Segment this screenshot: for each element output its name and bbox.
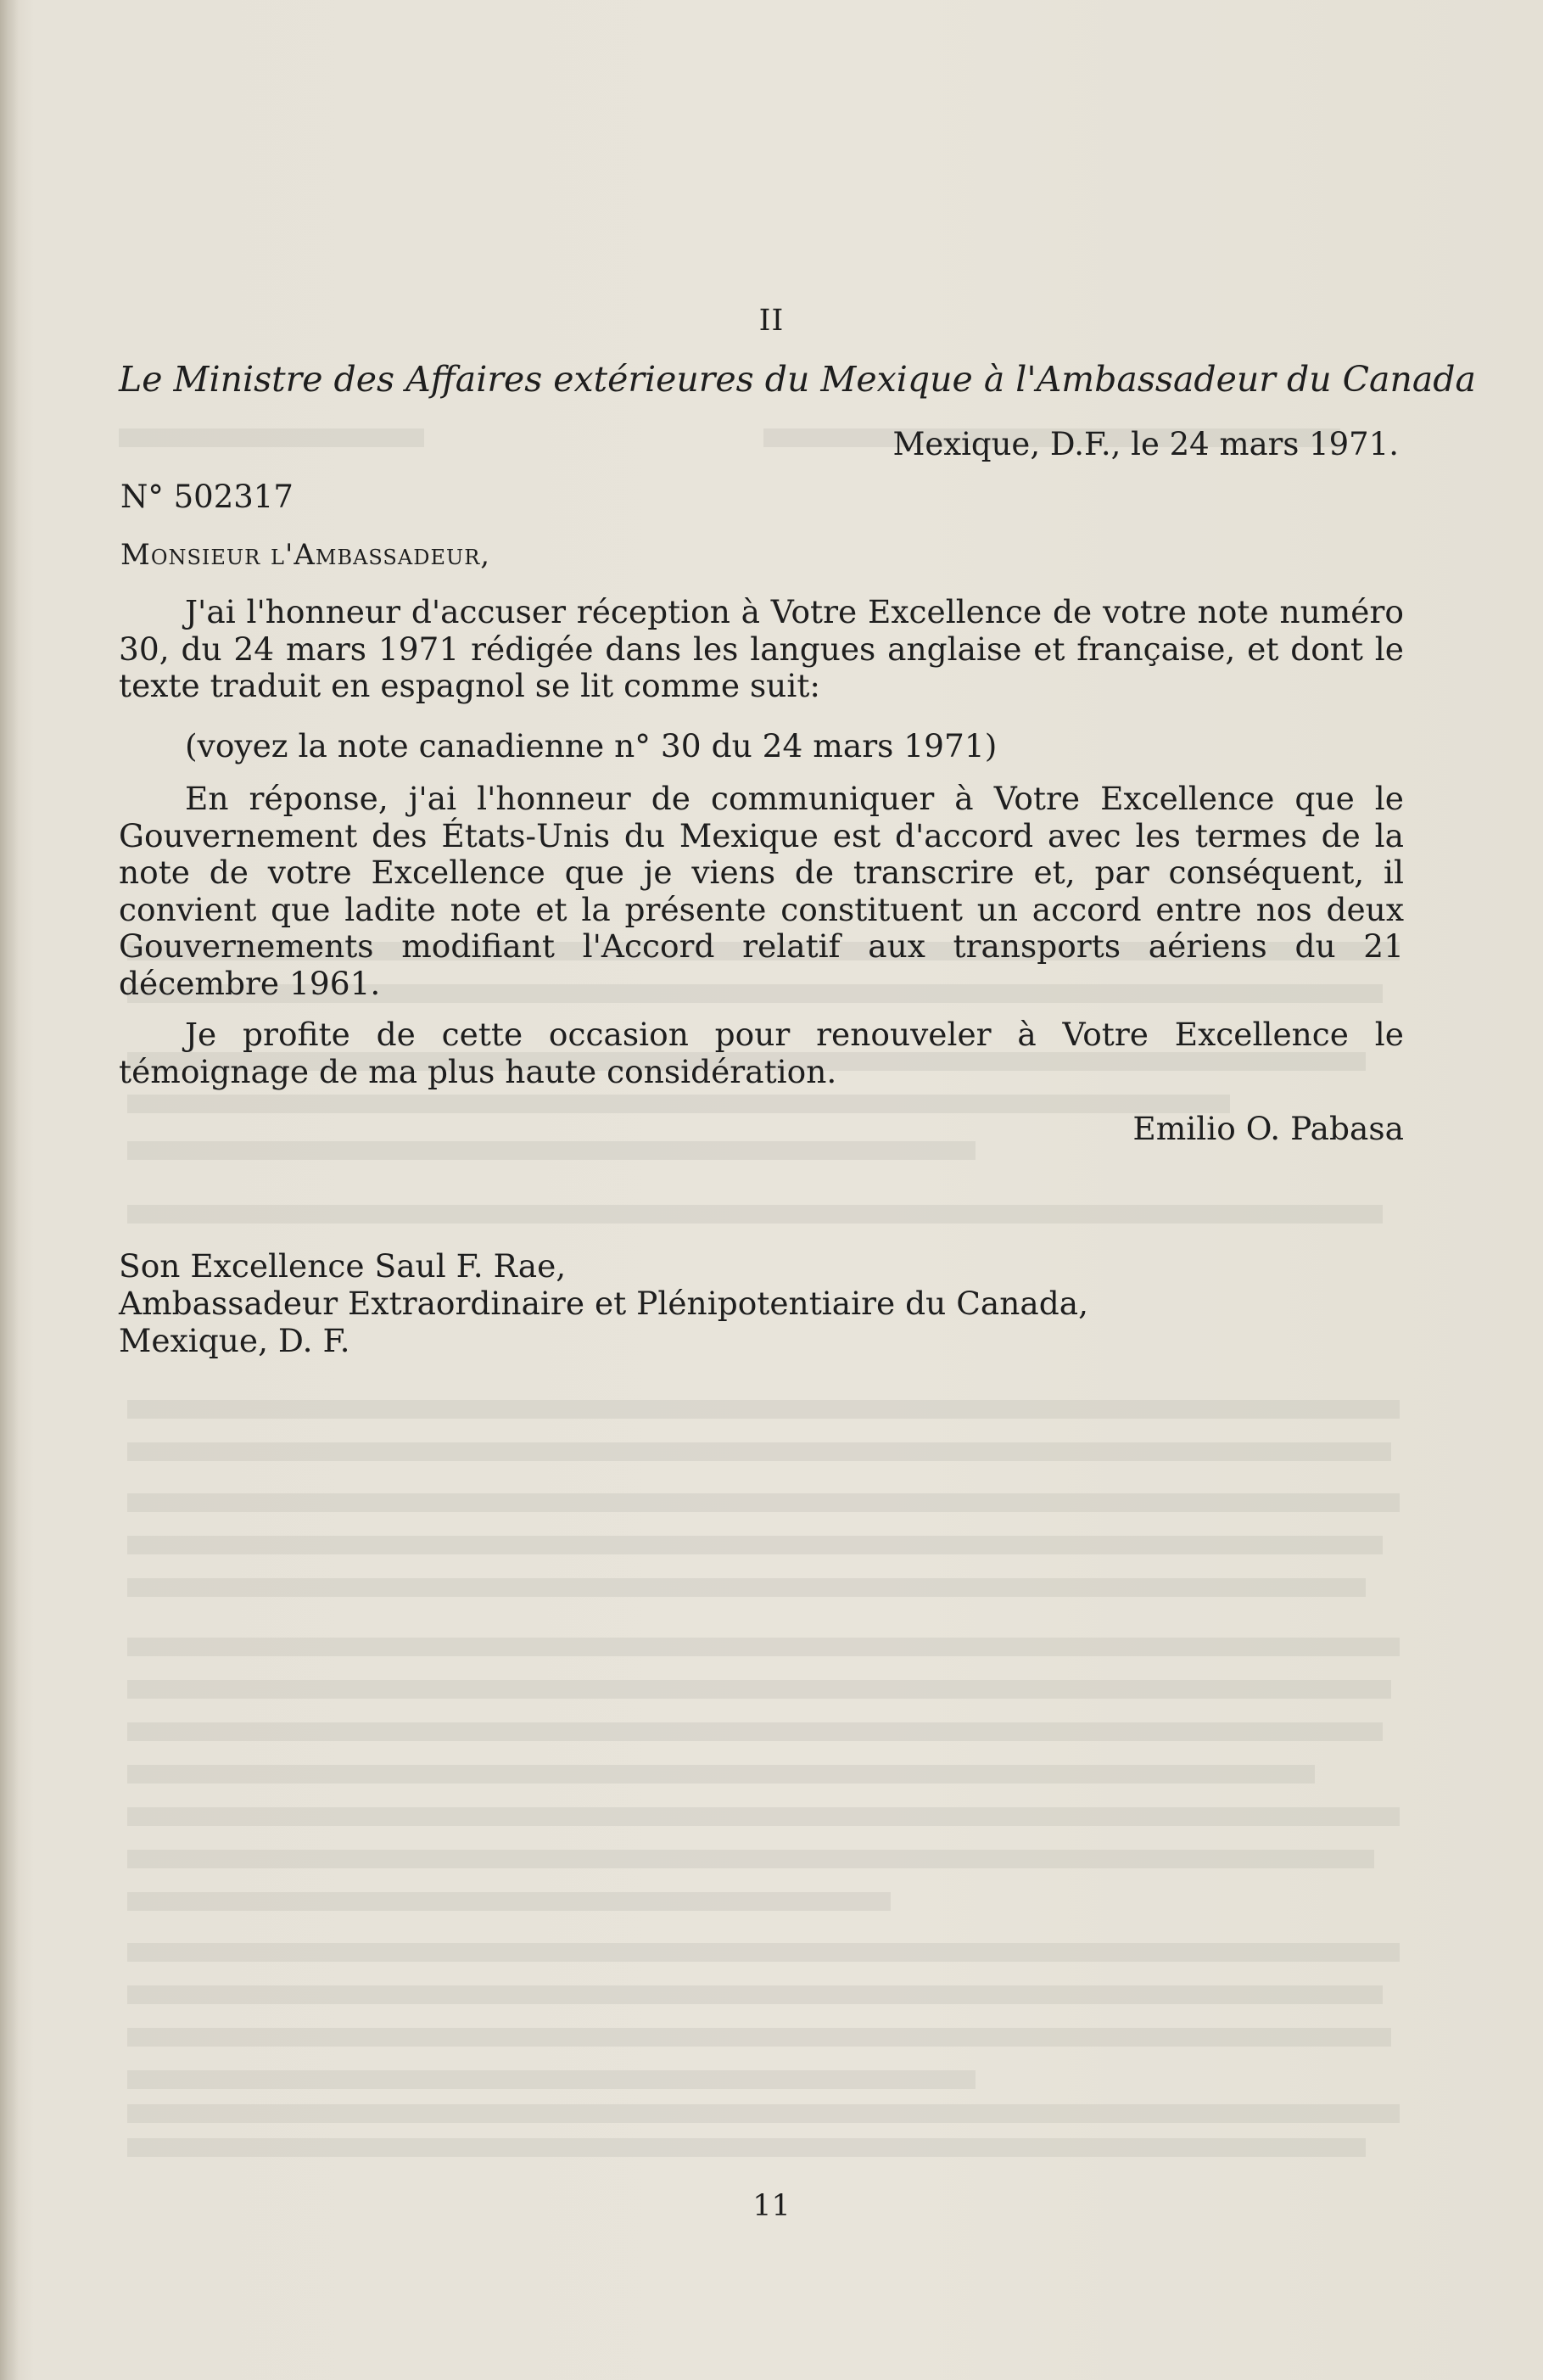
place-and-date: Mexique, D.F., le 24 mars 1971.: [892, 426, 1399, 462]
letter-heading: Le Ministre des Affaires extérieures du Mexique à l'Ambassadeur du Canada: [119, 359, 1476, 400]
page-number: 11: [752, 2189, 791, 2223]
paragraph-closing: Je profite de cette occasion pour renouveler à Votre Excellence le témoignage de ma plus haute considération.: [119, 1016, 1404, 1090]
paragraph-acknowledgement: J'ai l'honneur d'accuser réception à Votre Excellence de votre note numéro 30, du 24 mars 1971 rédigée dans les langues anglaise et française, et dont le texte traduit en espagnol se lit comme suit:: [119, 593, 1404, 704]
salutation: Monsieur l'Ambassadeur,: [120, 538, 491, 572]
section-numeral: II: [758, 304, 785, 338]
paragraph-response: En réponse, j'ai l'honneur de communiquer à Votre Excellence que le Gouvernement des États-Unis du Mexique est d'accord avec les termes de la note de votre Excellence que je viens de transcrire et, par conséquent, il convient que ladite note et la présente constituent un accord entre nos deux Gouvernements modifiant l'Accord relatif aux transports aériens du 21 décembre 1961.: [119, 780, 1404, 1002]
note-number: N° 502317: [120, 479, 294, 515]
signature: Emilio O. Pabasa: [1132, 1110, 1404, 1147]
addressee-line: Mexique, D. F.: [119, 1322, 350, 1359]
addressee-line: Ambassadeur Extraordinaire et Plénipotentiaire du Canada,: [119, 1285, 1089, 1322]
addressee-block: [119, 1247, 1088, 1359]
quoted-note-reference: (voyez la note canadienne n° 30 du 24 mars 1971): [185, 727, 998, 764]
addressee-line: Son Excellence Saul F. Rae,: [119, 1247, 567, 1285]
